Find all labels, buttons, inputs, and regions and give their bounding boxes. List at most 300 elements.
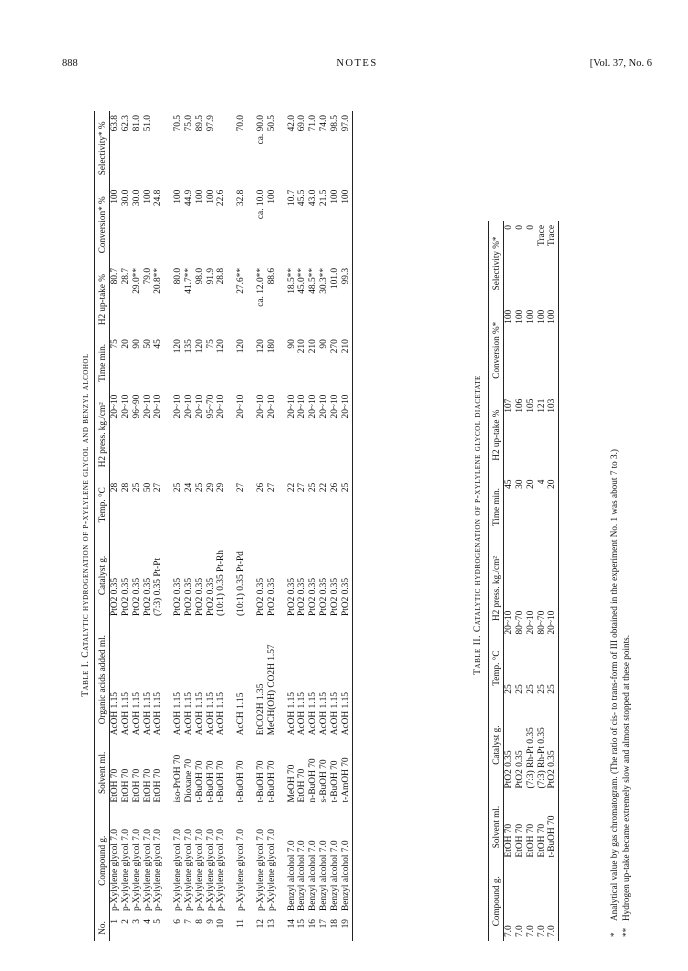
table-cell: 135 (183, 339, 194, 354)
table-cell: 44.9 (183, 189, 194, 207)
table-cell: 120 (256, 339, 267, 354)
table-cell: t-BuOH 70 (216, 760, 227, 803)
table-cell: MeOH 70 (286, 764, 297, 803)
table-row (216, 111, 227, 941)
table1-column-header: Selectivity* % (97, 121, 107, 176)
table-cell: 20 (120, 339, 131, 349)
table-cell: 100 (504, 309, 515, 324)
table-cell: PtO2 0.35 (256, 577, 267, 616)
running-title: NOTES (336, 58, 378, 69)
table-cell: 103 (547, 398, 558, 413)
table-row (132, 111, 143, 941)
table-cell: 25 (525, 684, 536, 694)
table-cell: 121 (536, 398, 547, 413)
table-cell: 80~70 (536, 610, 547, 635)
table1-caption: Table I. Catalytic hydrogenation of p-xylylene glycol and benzyl alcohol (80, 353, 91, 697)
table-cell: PtO2 0.35 (286, 577, 297, 616)
table-cell: 9 (205, 919, 216, 924)
table-cell: AcOH 1.15 (183, 692, 194, 736)
table-cell: EtOH 70 (142, 768, 153, 803)
table-cell: n-BuOH 70 (308, 758, 319, 803)
table-cell: 75.0 (183, 115, 194, 132)
table-cell: t-BuOH 70 (256, 760, 267, 803)
table-cell: AcOH 1.15 (131, 692, 142, 736)
table-cell: 69.0 (297, 115, 308, 132)
table-cell: 100 (340, 189, 351, 204)
table1-column-header: Organic acids added ml. (97, 635, 107, 725)
table-cell: (7:3) 0.35 Pt-Pt (153, 557, 164, 616)
table-cell: 79.0 (142, 267, 153, 285)
table2-header-row (489, 221, 504, 941)
table-cell: (10:1) 0.35 Pt-Pd (236, 551, 247, 616)
table-cell: 7.0 (514, 925, 525, 937)
table-cell: p-Xylylene glycol 7.0 (194, 829, 205, 912)
table-cell: 18.5** (286, 267, 297, 294)
table-cell: 20~10 (120, 394, 131, 419)
table-cell: AcOH 1.15 (173, 692, 184, 736)
table-cell: 20~10 (173, 394, 184, 419)
table-cell: 107 (504, 398, 515, 413)
table-cell: Benzyl alcohol 7.0 (297, 840, 308, 912)
table-cell: PtO2 0.35 (183, 577, 194, 616)
table-cell: 42.0 (286, 115, 297, 132)
table-cell: 90 (131, 339, 142, 349)
table-cell: 210 (340, 339, 351, 354)
table-cell: PtO2 0.35 (205, 577, 216, 616)
table-cell: p-Xylylene glycol 7.0 (266, 829, 277, 912)
table-cell: 27.6** (236, 267, 247, 294)
table1-column-header: No. (97, 921, 107, 935)
table-cell: 12 (256, 919, 267, 929)
table-cell: AcOH 1.15 (297, 692, 308, 736)
table-cell: 81.0 (131, 115, 142, 132)
table-cell: 28 (120, 482, 131, 493)
table-cell: 45.0** (297, 267, 308, 294)
footnote-text: Hydrogen up-take became extremely slow and almost stopped at these points. (621, 634, 632, 921)
table-cell: 100 (194, 189, 205, 204)
table-cell: 43.0 (308, 189, 319, 207)
table-row (206, 111, 217, 941)
table-cell: 63.8 (110, 115, 121, 132)
table-cell: 20~10 (236, 394, 247, 419)
table-cell: 25 (547, 684, 558, 694)
table-cell: 20~10 (286, 394, 297, 419)
table-cell: t-BuOH 70 (329, 760, 340, 803)
table-cell: 32.8 (236, 189, 247, 207)
page-number: 888 (62, 58, 78, 69)
table-cell: p-Xylylene glycol 7.0 (216, 829, 227, 912)
table-cell: 20~10 (153, 394, 164, 419)
table-cell: 13 (266, 919, 277, 929)
table-cell: Trace (536, 225, 547, 247)
table-cell: PtO2 0.35 (514, 750, 525, 789)
table-cell: 27 (153, 482, 164, 493)
table-cell: 62.3 (120, 115, 131, 132)
table-cell: 15 (297, 919, 308, 929)
table-cell: 0 (504, 225, 515, 230)
table-cell: EtOH 70 (297, 768, 308, 803)
table-cell: 45 (153, 339, 164, 349)
table-cell: AcOH 1.15 (110, 692, 121, 736)
table-cell: 21.5 (319, 189, 330, 207)
table-row (297, 111, 308, 941)
table-cell: 27 (297, 482, 308, 493)
table-cell: (10:1) 0.35 Pt-Rh (216, 550, 227, 616)
table-row (184, 111, 195, 941)
table-cell: 29.0** (131, 267, 142, 294)
table-cell: 14 (286, 919, 297, 929)
table2-column-header: H2 press. kg./cm² (491, 556, 501, 622)
table-cell: 100 (205, 189, 216, 204)
table-cell: 22 (319, 482, 330, 493)
table-cell: 95~70 (205, 394, 216, 419)
table-cell: 71.0 (308, 115, 319, 132)
table-row (153, 111, 164, 941)
table-cell: PtO2 0.35 (110, 577, 121, 616)
table-cell: 1 (110, 919, 121, 924)
table-row (504, 221, 515, 941)
table-cell: EtOH 70 (536, 823, 547, 858)
table-cell: Benzyl alcohol 7.0 (308, 840, 319, 912)
table-cell: 80~70 (514, 610, 525, 635)
table-cell: 20~10 (525, 610, 536, 635)
table-cell: 91.9 (205, 267, 216, 285)
table-cell: 120 (173, 339, 184, 354)
table1-header-row (95, 111, 110, 941)
table2-column-header: H2 up-take % (491, 409, 501, 461)
table-cell: 29 (216, 482, 227, 493)
table1-column-header: H2 up-take % (97, 274, 107, 326)
table2-column-header: Selectivity %* (491, 236, 501, 291)
table-cell: 270 (329, 339, 340, 354)
table2-column-header: Conversion %* (491, 321, 501, 379)
table-cell: PtO2 0.35 (131, 577, 142, 616)
table1-column-header: Solvent ml. (97, 751, 107, 795)
table-cell: p-Xylylene glycol 7.0 (153, 829, 164, 912)
table-cell: 100 (266, 189, 277, 204)
table-cell: EtOH 70 (504, 823, 515, 858)
table-cell: Benzyl alcohol 7.0 (319, 840, 330, 912)
table-cell: 5 (153, 919, 164, 924)
table-cell: 28 (110, 482, 121, 493)
table1-column-header: Compound g. (97, 835, 107, 886)
table-cell: 22.6 (216, 189, 227, 207)
table-cell: PtO2 0.35 (266, 577, 277, 616)
table-cell: ca. 12.0** (256, 267, 267, 307)
table2-column-header: Catalyst g. (491, 725, 501, 765)
table-cell: 90 (319, 339, 330, 349)
table-cell: 106 (514, 398, 525, 413)
table-cell: 101.0 (329, 267, 340, 290)
table-cell: 20~10 (319, 394, 330, 419)
table-cell: 24 (183, 482, 194, 493)
table-cell: 20~10 (297, 394, 308, 419)
table-cell: PtO2 0.35 (340, 577, 351, 616)
table-cell: 27 (236, 482, 247, 493)
table-cell: 25 (194, 482, 205, 493)
table-cell: 3 (131, 919, 142, 924)
table-row (515, 221, 526, 941)
table-cell: t-BuOH 70 (194, 760, 205, 803)
table2-column-header: Compound g. (491, 876, 501, 927)
table-cell: t-BuOH 70 (236, 760, 247, 803)
table-cell: s-BuOH 70 (319, 759, 330, 803)
table1-column-header: Catalyst g. (97, 555, 107, 596)
table-row (110, 111, 121, 941)
table-cell: p-Xylylene glycol 7.0 (256, 829, 267, 912)
table-cell: 45 (504, 479, 515, 489)
table-cell (216, 111, 227, 186)
table-cell: Benzyl alcohol 7.0 (286, 840, 297, 912)
table-cell: p-Xylylene glycol 7.0 (205, 829, 216, 912)
footnotes (608, 117, 633, 937)
table-cell: 10.7 (286, 189, 297, 207)
table-cell: 98.0 (194, 267, 205, 285)
table-cell: 90 (286, 339, 297, 349)
table-cell: 97.9 (205, 115, 216, 132)
table-cell: 80.0 (173, 267, 184, 285)
table-cell: 41.7** (183, 267, 194, 294)
table-cell: p-Xylylene glycol 7.0 (173, 829, 184, 912)
table1-column-header: H2 press. kg./cm² (97, 402, 107, 468)
table-cell: EtOH 70 (120, 768, 131, 803)
table-cell: 99.3 (340, 267, 351, 285)
table-cell: 120 (236, 339, 247, 354)
table-cell: 97.0 (340, 115, 351, 132)
table-cell: 48.5** (308, 267, 319, 294)
table-cell: 20~10 (110, 394, 121, 419)
table-cell: 30 (514, 479, 525, 489)
table-cell: PtO2 0.35 (329, 577, 340, 616)
table-cell: 25 (308, 482, 319, 493)
table-cell: PtO2 0.35 (297, 577, 308, 616)
table-cell: 30.0 (120, 189, 131, 207)
table-cell: t-BuOH 70 (266, 760, 277, 803)
table-cell: 28.8 (216, 267, 227, 285)
table-cell: 26 (256, 482, 267, 493)
table-cell: 100 (173, 189, 184, 204)
table-cell: 20~10 (340, 394, 351, 419)
table-cell: 2 (120, 919, 131, 924)
table-cell: 20~10 (256, 394, 267, 419)
table-cell: PtO2 0.35 (120, 577, 131, 616)
table-cell: EtOH 70 (514, 823, 525, 858)
table-cell: EtCO2H 1.35 (256, 683, 267, 736)
table-cell: 100 (329, 189, 340, 204)
table-cell: 75 (110, 339, 121, 349)
table-cell: 19 (340, 919, 351, 929)
table-row (143, 111, 154, 941)
table-cell: EtOH 70 (153, 768, 164, 803)
table-cell: 105 (525, 398, 536, 413)
table-cell: 26 (329, 482, 340, 493)
table-cell: 210 (297, 339, 308, 354)
table-cell: 4 (142, 919, 153, 924)
table-cell: Benzyl alcohol 7.0 (340, 840, 351, 912)
table-cell: 30.3** (319, 267, 330, 294)
table-cell: 74.0 (319, 115, 330, 132)
table-cell: 16 (308, 919, 319, 929)
table-cell: 89.5 (194, 115, 205, 132)
footnote-mark: ** (621, 927, 632, 937)
table-cell: p-Xylylene glycol 7.0 (120, 829, 131, 912)
table-cell: 7.0 (536, 925, 547, 937)
footnote (608, 117, 620, 937)
table-cell: AcOH 1.15 (340, 692, 351, 736)
table-cell: AcOH 1.15 (142, 692, 153, 736)
table2-column-header: Temp. °C (491, 650, 501, 686)
table-cell: 20~10 (194, 394, 205, 419)
table-cell: 17 (319, 919, 330, 929)
table-cell: AcOH 1.15 (153, 692, 164, 736)
table-row (537, 221, 548, 941)
table-cell: 6 (173, 919, 184, 924)
table-cell (153, 111, 164, 186)
table-cell: AcOH 1.15 (205, 692, 216, 736)
table-cell: ca. 90.0 (256, 115, 267, 145)
table-cell: 100 (536, 309, 547, 324)
table-cell: 100 (514, 309, 525, 324)
table-row (164, 111, 184, 941)
table-cell: Trace (547, 225, 558, 247)
table-cell: 210 (308, 339, 319, 354)
table-cell: ca. 10.0 (256, 189, 267, 220)
table-cell: EtOH 70 (131, 768, 142, 803)
table1-column-header: Time min. (97, 343, 107, 382)
table-cell: 20~10 (183, 394, 194, 419)
table2-caption: Table II. Catalytic hydrogenation of p-xylylene glycol diacetate (472, 375, 483, 675)
table-row (247, 111, 267, 941)
table-cell: 45.5 (297, 189, 308, 207)
table-cell: 20 (547, 479, 558, 489)
table-cell: 25 (131, 482, 142, 493)
table-cell: iso-PrOH 70 (173, 754, 184, 803)
table-cell: 20~10 (266, 394, 277, 419)
table-cell: 25 (514, 684, 525, 694)
table-cell: 7 (183, 919, 194, 924)
table-row (526, 221, 537, 941)
table-cell: 11 (236, 919, 247, 929)
table-row (267, 111, 278, 941)
table-row (330, 111, 341, 941)
table-cell: 180 (266, 339, 277, 354)
table-row (547, 221, 558, 941)
table-cell: 0 (514, 225, 525, 230)
table2-column-header: Solvent ml. (491, 805, 501, 849)
table-row (319, 111, 330, 941)
table-cell: 96~90 (131, 394, 142, 419)
table-cell: 50 (142, 339, 153, 349)
table-cell: 80.7 (110, 267, 121, 285)
table-cell: 70.0 (236, 115, 247, 132)
table-cell: 100 (142, 189, 153, 204)
table-cell: 20~10 (329, 394, 340, 419)
table-cell: 20~10 (308, 394, 319, 419)
table-cell: 20~10 (216, 394, 227, 419)
table-row (227, 111, 247, 941)
table-cell: AcOH 1.15 (308, 692, 319, 736)
table-cell: 20~10 (504, 610, 515, 635)
table-cell: PtO2 0.35 (194, 577, 205, 616)
table-cell: AcOH 1.15 (329, 692, 340, 736)
table-cell: p-Xylylene glycol 7.0 (142, 829, 153, 912)
table-cell: 29 (205, 482, 216, 493)
table-cell: AcOH 1.15 (319, 692, 330, 736)
table-row (121, 111, 132, 941)
table-cell: p-Xylylene glycol 7.0 (131, 829, 142, 912)
table-cell: t-AmOH 70 (340, 757, 351, 803)
table-cell: 51.0 (142, 115, 153, 132)
table-cell: 50 (142, 482, 153, 493)
table-cell: 70.5 (173, 115, 184, 132)
table-cell: 100 (547, 309, 558, 324)
table-cell: 4 (536, 479, 547, 485)
table1 (94, 111, 353, 941)
table-cell: PtO2 0.35 (504, 750, 515, 789)
page-header (62, 58, 652, 74)
table-cell: 100 (110, 189, 121, 204)
table-cell: 120 (194, 339, 205, 354)
table-cell: AcOH 1.15 (194, 692, 205, 736)
table-row (278, 111, 298, 941)
table-cell: AcCH 1.15 (236, 692, 247, 736)
table-cell: PtO2 0.35 (142, 577, 153, 616)
table-cell: 20 (525, 479, 536, 489)
table-cell: 98.5 (329, 115, 340, 132)
table-cell: MeCH(OH) CO2H 1.57 (266, 644, 277, 736)
table-cell: 18 (329, 919, 340, 929)
table-cell: p-Xylylene glycol 7.0 (236, 829, 247, 912)
footnote-text: Analytical value by gas chromatogram. (The ratio of cis- to trans-form of III obtained in the experiment No. 1 was about 7 to 3.) (609, 449, 619, 921)
table-cell: 25 (340, 482, 351, 493)
table1-column-header: Conversion* % (97, 196, 107, 254)
table-cell: t-BuOH 70 (205, 760, 216, 803)
table-cell: p-Xylylene glycol 7.0 (183, 829, 194, 912)
table-cell: 20~10 (142, 394, 153, 419)
table-row (195, 111, 206, 941)
table-cell: 88.6 (266, 267, 277, 285)
table-cell: 28.7 (120, 267, 131, 285)
table2-column-header: Time min. (491, 488, 501, 526)
table2-body (504, 221, 559, 941)
table-cell: PtO2 0.35 (308, 577, 319, 616)
table-cell: 100 (525, 309, 536, 324)
table-cell: AcOH 1.15 (120, 692, 131, 736)
table-cell: 30.0 (131, 189, 142, 207)
table-cell: 25 (536, 684, 547, 694)
table-cell: 25 (173, 482, 184, 493)
volume-info: [Vol. 37, No. 6 (589, 58, 652, 69)
table-cell: (7:3) Rh-Pt 0.35 (536, 727, 547, 789)
table1-column-header: Temp. °C (97, 487, 107, 523)
table2 (488, 221, 559, 941)
table-cell: p-Xylylene glycol 7.0 (110, 829, 121, 912)
table-cell: 25 (504, 684, 515, 694)
table-cell: 50.5 (266, 115, 277, 132)
table-cell: Dioxane 70 (183, 758, 194, 803)
footnote-mark: * (609, 932, 619, 937)
table-cell: 7.0 (504, 925, 515, 937)
footnote (620, 117, 632, 937)
table-cell: PtO2 0.35 (173, 577, 184, 616)
table-cell: (7:3) Rh-Pt 0.35 (525, 727, 536, 789)
table-cell: 120 (216, 339, 227, 354)
table-cell: 22 (286, 482, 297, 493)
table-cell: 7.0 (547, 925, 558, 937)
table-cell: 8 (194, 919, 205, 924)
table-cell: Benzyl alcohol 7.0 (329, 840, 340, 912)
table-cell: 20~10 (547, 610, 558, 635)
